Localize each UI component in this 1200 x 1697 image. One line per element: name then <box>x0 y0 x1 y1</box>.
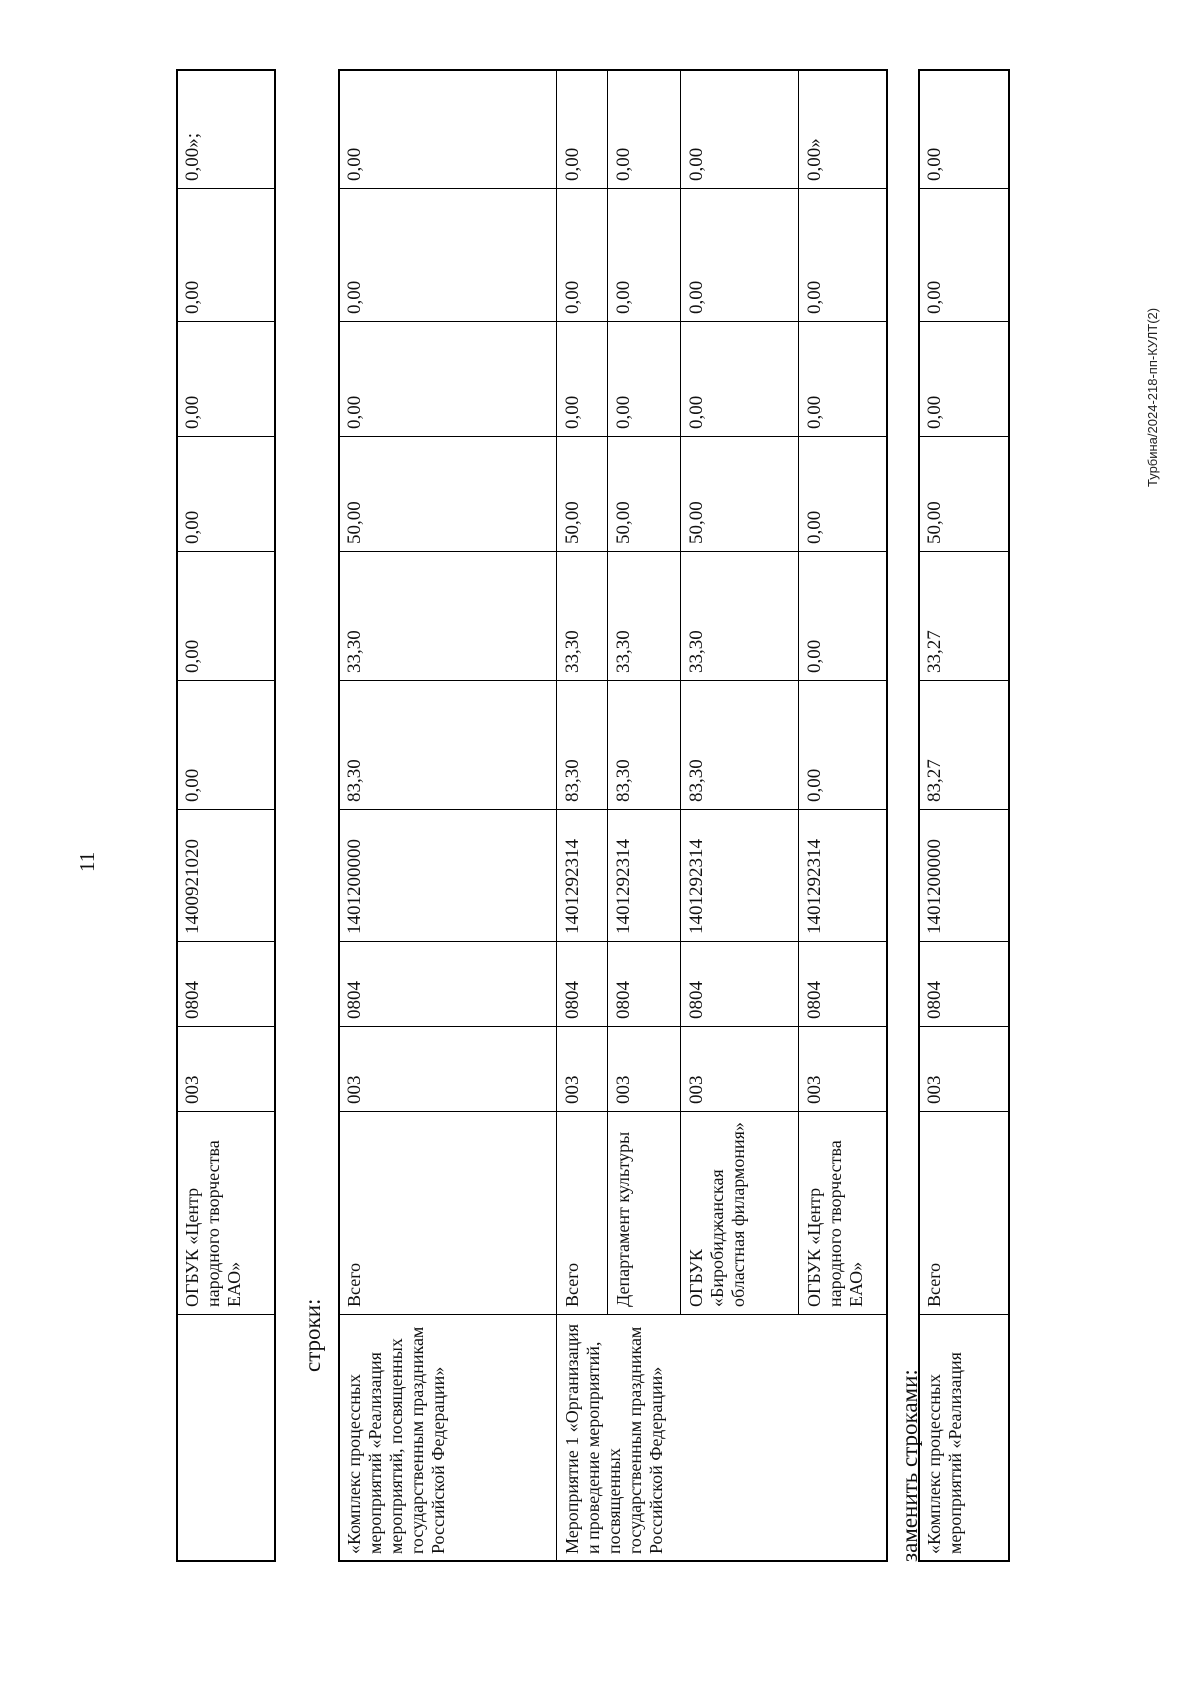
value-cell: 0,00 <box>182 768 203 802</box>
value-cell: 33,30 <box>344 630 365 673</box>
value-cell: 0,00 <box>182 639 203 673</box>
value-cell: 0,00 <box>613 280 634 314</box>
executor-cell: Всего <box>562 1262 582 1307</box>
value-cell: 0,00 <box>182 280 203 314</box>
value-cell: 33,27 <box>924 630 945 673</box>
value-cell: 0804 <box>182 981 203 1019</box>
value-cell: 1401292314 <box>686 839 707 934</box>
value-cell: 50,00 <box>686 501 707 544</box>
value-cell: 1401292314 <box>562 839 583 934</box>
value-cell: 003 <box>686 1075 707 1104</box>
value-cell: 83,30 <box>613 759 634 802</box>
value-cell: 0,00 <box>804 639 825 673</box>
value-cell: 33,30 <box>686 630 707 673</box>
value-cell: 003 <box>344 1075 365 1104</box>
value-cell: 0,00 <box>924 147 945 181</box>
value-cell: 0,00 <box>613 147 634 181</box>
caption-rows: строки: <box>300 1298 325 1372</box>
caption-replace: заменить строками: <box>897 1369 922 1562</box>
value-cell: 0,00 <box>686 395 707 429</box>
value-cell: 83,30 <box>344 759 365 802</box>
value-cell: 0,00 <box>562 395 583 429</box>
value-cell: 0804 <box>344 981 365 1019</box>
value-cell: 0,00 <box>344 147 365 181</box>
program-name-cell: Мероприятие 1 «Организация и проведение мероприятий, посвященных государственным праздникам Российской Федерации» <box>562 1323 666 1554</box>
value-cell: 83,27 <box>924 759 945 802</box>
value-cell: 0,00 <box>613 395 634 429</box>
value-cell: 0,00 <box>686 147 707 181</box>
value-cell: 0,00 <box>924 280 945 314</box>
value-cell: 0,00 <box>182 395 203 429</box>
program-name-cell: «Комплекс процессных мероприятий «Реализация мероприятий, посвященных государственным праздникам Российской Федерации» <box>344 1326 448 1554</box>
value-cell: 003 <box>182 1075 203 1104</box>
value-cell: 0,00 <box>924 395 945 429</box>
value-cell: 003 <box>562 1075 583 1104</box>
executor-cell: Департамент культуры <box>613 1131 633 1307</box>
executor-cell: ОГБУК «Биробиджанская областная филармония» <box>686 1122 748 1307</box>
value-cell: 0,00 <box>804 395 825 429</box>
value-cell: 003 <box>613 1075 634 1104</box>
value-cell: 0,00 <box>562 280 583 314</box>
value-cell: 0,00 <box>804 768 825 802</box>
program-name-cell: «Комплекс процессных мероприятий «Реализация <box>924 1352 965 1554</box>
value-cell: 50,00 <box>562 501 583 544</box>
value-cell: 50,00 <box>924 501 945 544</box>
value-cell: 0,00»; <box>182 132 203 181</box>
value-cell: 0,00 <box>344 280 365 314</box>
value-cell: 0804 <box>804 981 825 1019</box>
executor-cell: ОГБУК «Центр народного творчества ЕАО» <box>182 1140 244 1307</box>
value-cell: 0,00 <box>344 395 365 429</box>
value-cell: 50,00 <box>613 501 634 544</box>
value-cell: 0804 <box>562 981 583 1019</box>
value-cell: 0804 <box>613 981 634 1019</box>
value-cell: 1401200000 <box>344 839 365 934</box>
value-cell: 003 <box>804 1075 825 1104</box>
value-cell: 0,00 <box>686 280 707 314</box>
executor-cell: Всего <box>344 1262 364 1307</box>
executor-cell: ОГБУК «Центр народного творчества ЕАО» <box>804 1140 866 1307</box>
value-cell: 1401292314 <box>804 839 825 934</box>
value-cell: 0804 <box>686 981 707 1019</box>
value-cell: 1401292314 <box>613 839 634 934</box>
page-number: 11 <box>75 851 99 872</box>
value-cell: 0804 <box>924 981 945 1019</box>
value-cell: 83,30 <box>562 759 583 802</box>
value-cell: 33,30 <box>613 630 634 673</box>
value-cell: 1401200000 <box>924 839 945 934</box>
value-cell: 33,30 <box>562 630 583 673</box>
value-cell: 0,00 <box>804 510 825 544</box>
value-cell: 0,00 <box>562 147 583 181</box>
executor-cell: Всего <box>924 1262 944 1307</box>
document-code-footer: Турбина/2024-218-пп-КУЛТ(2) <box>1145 307 1160 487</box>
value-cell: 0,00 <box>804 280 825 314</box>
value-cell: 1400921020 <box>182 839 203 934</box>
value-cell: 50,00 <box>344 501 365 544</box>
value-cell: 0,00» <box>804 138 825 181</box>
value-cell: 0,00 <box>182 510 203 544</box>
value-cell: 83,30 <box>686 759 707 802</box>
program-name-cell <box>176 1315 182 1562</box>
value-cell: 003 <box>924 1075 945 1104</box>
